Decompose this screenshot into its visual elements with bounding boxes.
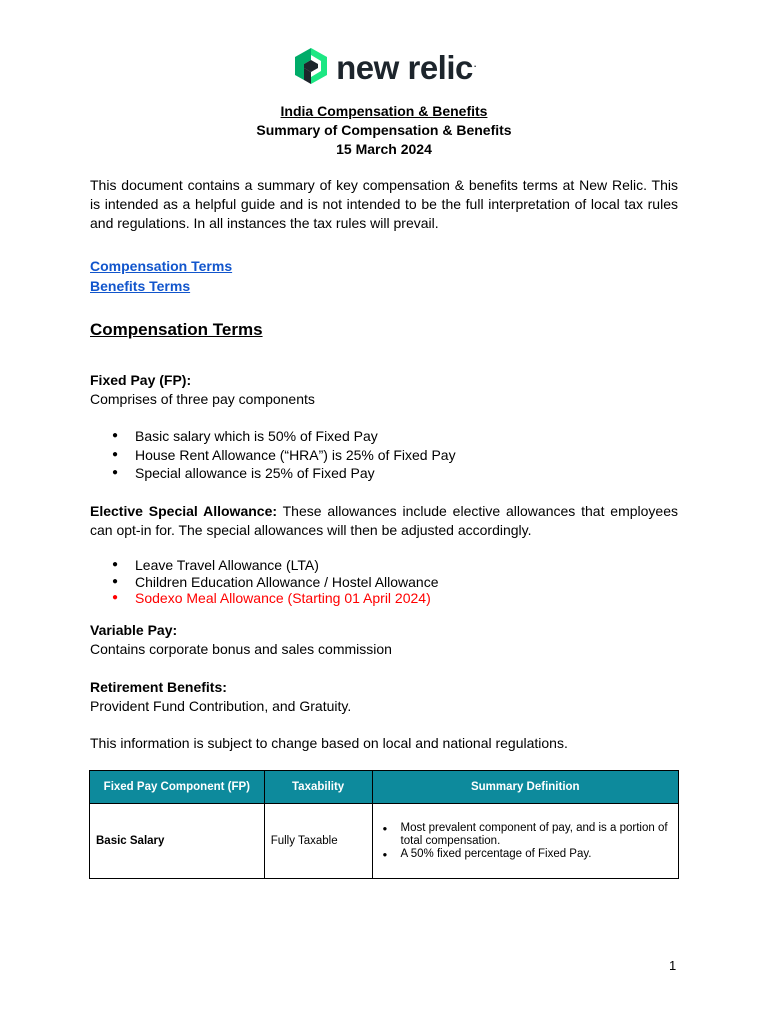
document-date: 15 March 2024 <box>336 141 432 157</box>
list-item: ● Most prevalent component of pay, and is a portion of total compensation. <box>379 822 672 848</box>
new-relic-logo-icon <box>292 46 330 86</box>
elective-list <box>90 557 678 607</box>
list-item: ● Basic salary which is 50% of Fixed Pay <box>90 427 678 446</box>
document-header <box>0 102 768 159</box>
table-row <box>90 804 679 879</box>
list-item: ● House Rent Allowance (“HRA”) is 25% of Fixed Pay <box>90 446 678 465</box>
section-heading: Compensation Terms <box>90 320 263 339</box>
table-header: Summary Definition <box>372 771 678 804</box>
toc-links <box>90 256 678 296</box>
list-item-highlight: ● Sodexo Meal Allowance (Starting 01 April 2024) <box>90 590 678 607</box>
table-cell-definition <box>372 804 678 879</box>
elective-heading: Elective Special Allowance: <box>90 503 278 519</box>
document-subtitle: Summary of Compensation & Benefits <box>256 122 512 138</box>
elective-section <box>90 502 678 540</box>
table-header: Taxability <box>264 771 372 804</box>
table-cell-component: Basic Salary <box>90 804 265 879</box>
fixed-pay-table <box>89 770 679 879</box>
list-item: ● Leave Travel Allowance (LTA) <box>90 557 678 574</box>
variable-pay-section <box>90 621 678 659</box>
logo-wordmark: new relic. <box>336 49 476 86</box>
fixed-pay-heading: Fixed Pay (FP): <box>90 372 192 388</box>
new-relic-logo <box>0 44 768 88</box>
document-title: India Compensation & Benefits <box>280 103 488 119</box>
list-item: ● A 50% fixed percentage of Fixed Pay. <box>379 848 672 861</box>
fixed-pay-desc: Comprises of three pay components <box>90 391 315 407</box>
retirement-heading: Retirement Benefits: <box>90 679 227 695</box>
link-compensation-terms[interactable]: Compensation Terms <box>90 258 233 274</box>
list-item: ● Special allowance is 25% of Fixed Pay <box>90 464 678 483</box>
variable-pay-heading: Variable Pay: <box>90 622 178 638</box>
variable-pay-desc: Contains corporate bonus and sales commission <box>90 641 392 657</box>
link-benefits-terms[interactable]: Benefits Terms <box>90 278 191 294</box>
list-item: ● Children Education Allowance / Hostel Allowance <box>90 574 678 591</box>
retirement-section <box>90 678 678 716</box>
elective-desc: These allowances include elective allowances that employees can opt-in for. The special allowances will then be adjusted accordingly. <box>90 503 678 538</box>
fixed-pay-section <box>90 371 678 409</box>
table-cell-taxability: Fully Taxable <box>264 804 372 879</box>
table-header-row <box>90 771 679 804</box>
table-header: Fixed Pay Component (FP) <box>90 771 265 804</box>
intro-paragraph: This document contains a summary of key compensation & benefits terms at New Relic. This is intended as a helpful guide and is not intended to be the full interpretation of local tax rules and regulations. In all instances the tax rules will prevail. <box>90 177 678 231</box>
notice-paragraph: This information is subject to change based on local and national regulations. <box>90 735 568 751</box>
fixed-pay-list <box>90 427 678 483</box>
retirement-desc: Provident Fund Contribution, and Gratuity. <box>90 698 352 714</box>
page-number: 1 <box>669 958 677 973</box>
